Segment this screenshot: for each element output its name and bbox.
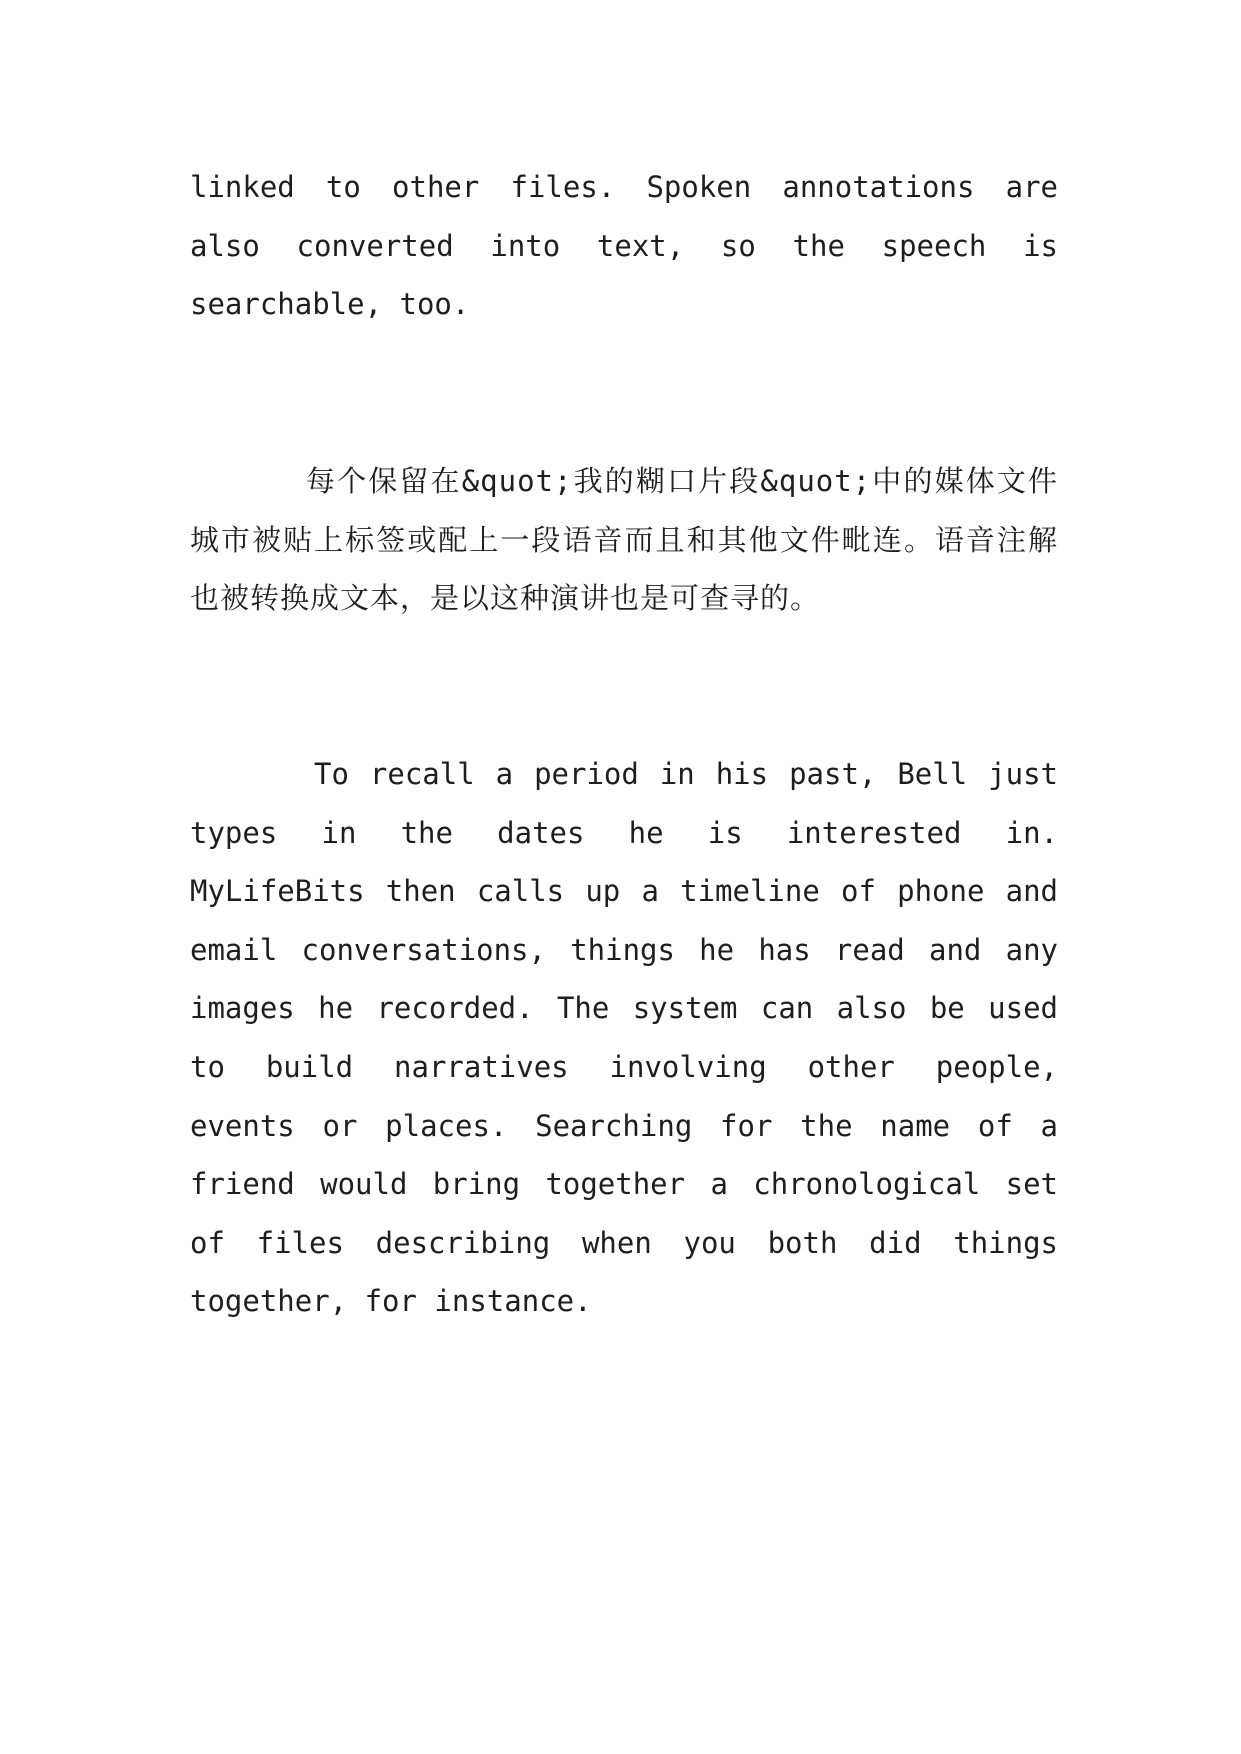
paragraph-english-recall: To recall a period in his past, Bell just types in the dates he is interested in. MyLifeBits then calls up a timeline of phone and email conversations, things he has read and any images he recorded. The system can also be used to build narratives involving other people, events or places. Searching for the name of a friend would bring together a chronological set of files describing when you both did things together, for instance.	[190, 757, 1058, 1319]
paragraph-chinese-translation: 每个保留在&quot;我的糊口片段&quot;中的媒体文件城市被贴上标签或配上一段语音而且和其他文件毗连。语音注解也被转换成文本，是以这种演讲也是可查寻的。	[190, 464, 1058, 616]
paragraph-english-annotations: linked to other files. Spoken annotations are also converted into text, so the speech is searchable, too.	[190, 170, 1058, 322]
